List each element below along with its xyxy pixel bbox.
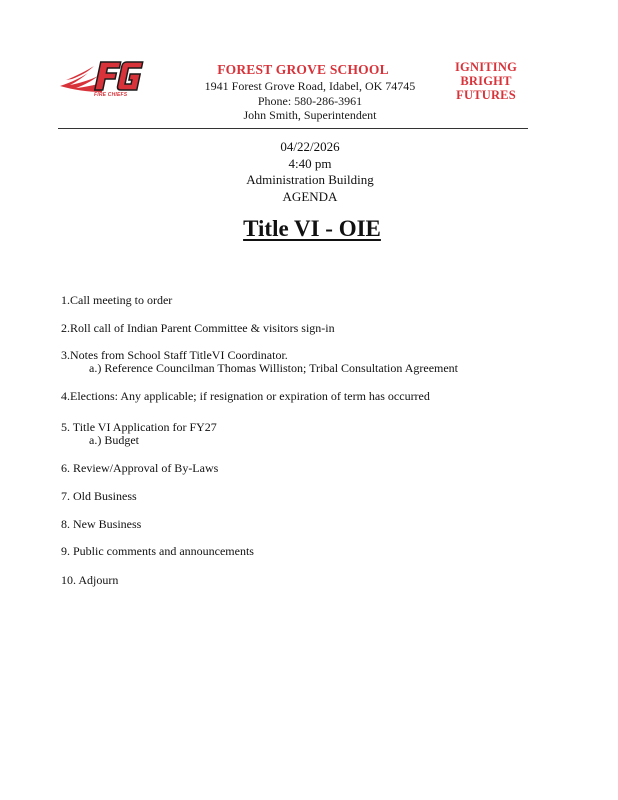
school-address: 1941 Forest Grove Road, Idabel, OK 74745 <box>204 79 416 93</box>
slogan-line: IGNITING <box>454 60 518 74</box>
superintendent-name: John Smith, Superintendent <box>243 108 377 122</box>
meeting-time: 4:40 pm <box>288 155 332 171</box>
slogan-line: BRIGHT <box>460 74 512 88</box>
agenda-item: 4.Elections: Any applicable; if resignation or expiration of term has occurred <box>61 389 430 403</box>
contact-block <box>190 79 430 123</box>
logo-tagline: FIRE CHIEFS <box>94 92 128 98</box>
agenda-item: 3.Notes from School Staff TitleVI Coordinator. <box>61 348 288 362</box>
agenda-item: 1.Call meeting to order <box>61 293 173 307</box>
meeting-details <box>200 139 420 205</box>
agenda-subitem: a.) Reference Councilman Thomas Williston; Tribal Consultation Agreement <box>89 361 459 375</box>
school-name: FOREST GROVE SCHOOL <box>217 62 389 77</box>
agenda-item: 5. Title VI Application for FY27 <box>61 420 217 434</box>
agenda-item: 8. New Business <box>61 517 142 531</box>
agenda-item: 7. Old Business <box>61 489 137 503</box>
agenda-subitem: a.) Budget <box>89 433 139 447</box>
agenda-item: 6. Review/Approval of By-Laws <box>61 461 219 475</box>
letterhead-divider <box>58 128 528 129</box>
school-phone: Phone: 580-286-3961 <box>257 93 363 108</box>
meeting-date: 04/22/2026 <box>280 139 340 154</box>
agenda-item: 2.Roll call of Indian Parent Committee & visitors sign-in <box>61 321 335 335</box>
agenda-label: AGENDA <box>282 188 338 204</box>
agenda-item: 10. Adjourn <box>61 573 119 587</box>
meeting-location: Administration Building <box>246 172 374 187</box>
slogan <box>446 60 526 102</box>
document-title: Title VI - OIE <box>243 216 381 241</box>
school-logo <box>58 56 150 102</box>
agenda-item: 9. Public comments and announcements <box>61 544 254 558</box>
slogan-line: FUTURES <box>456 88 516 102</box>
